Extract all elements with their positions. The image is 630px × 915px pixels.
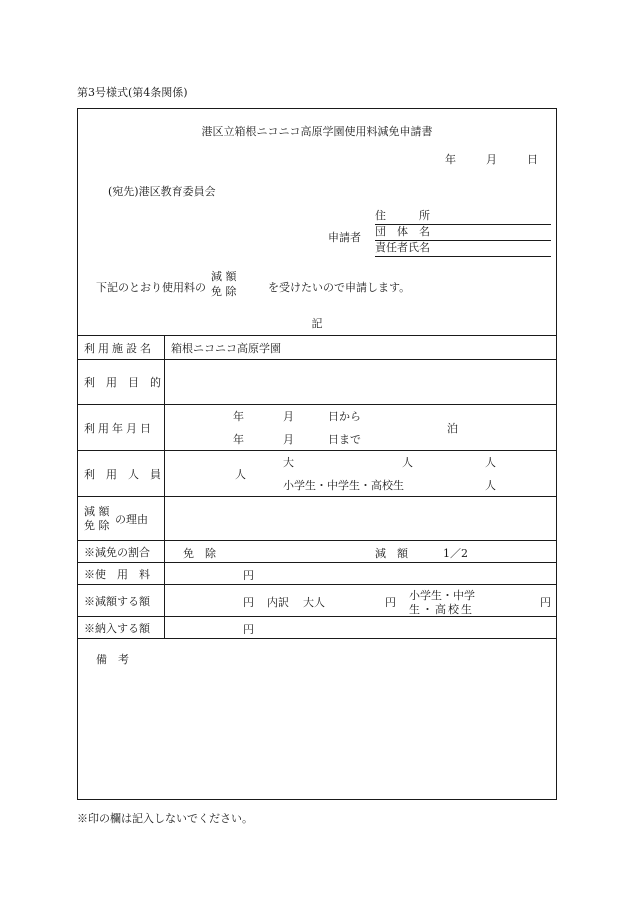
representative-label: 責任者氏名 [375, 241, 430, 254]
group-name-label: 団 体 名 [375, 225, 430, 238]
form-type-label: 第3号様式(第4条関係) [77, 86, 188, 99]
request-suffix: を受けたいので申請します。 [268, 281, 411, 294]
ratio-fraction: 1／2 [443, 547, 468, 560]
ratio-label: ※減免の割合 [78, 541, 165, 563]
address-label: 住 所 [375, 209, 430, 222]
date-month: 月 [486, 153, 497, 166]
row-people [78, 451, 556, 497]
applicant-label: 申請者 [328, 231, 361, 244]
to-year: 年 [233, 433, 244, 446]
period-value[interactable] [165, 405, 557, 451]
adult-label: 大 [283, 456, 294, 469]
payment-label: ※納入する額 [78, 617, 165, 639]
adult-unit-2: 人 [485, 456, 496, 469]
application-form [77, 108, 557, 800]
period-label: 利用年月日 [78, 405, 165, 451]
reduction-students-yen: 円 [540, 596, 551, 609]
footnote: ※印の欄は記入しないでください。 [77, 812, 253, 825]
date-day: 日 [527, 153, 538, 166]
form-title: 港区立箱根ニコニコ高原学園使用料減免申請書 [201, 125, 433, 138]
nights: 泊 [447, 422, 458, 435]
from-month: 月 [283, 410, 294, 423]
reduction-students-line1: 小学生・中学 [409, 589, 475, 602]
reduction-yen: 円 [243, 596, 254, 609]
reduction-breakdown: 内訳 [267, 596, 289, 609]
ratio-reduce: 減 額 [375, 547, 408, 560]
remarks-label: 備 考 [96, 653, 129, 666]
fee-value [165, 563, 557, 585]
ratio-exempt: 免 除 [183, 547, 216, 560]
reduction-students-line2: 生・高校生 [409, 603, 474, 616]
to-month: 月 [283, 433, 294, 446]
reason-value[interactable] [165, 497, 557, 541]
fee-yen: 円 [243, 569, 254, 582]
row-period [78, 405, 556, 451]
facility-value[interactable]: 箱根ニコニコ高原学園 [165, 336, 557, 360]
reduction-adult-yen: 円 [385, 596, 396, 609]
row-purpose [78, 360, 556, 405]
purpose-value[interactable] [165, 360, 557, 405]
request-prefix: 下記のとおり使用料の [96, 281, 206, 294]
to-day: 日まで [328, 433, 361, 446]
ratio-value [165, 541, 557, 563]
addressee: (宛先)港区教育委員会 [108, 185, 216, 198]
people-value[interactable] [165, 451, 557, 497]
option-reduce: 減 額 [211, 270, 237, 283]
reduction-label: ※減額する額 [78, 585, 165, 617]
memo-heading: 記 [311, 317, 323, 330]
from-year: 年 [233, 410, 244, 423]
row-reason [78, 497, 556, 541]
people-label: 利 用 人 員 [78, 451, 165, 497]
reduction-adult: 大人 [303, 596, 325, 609]
details-table [78, 335, 556, 639]
reason-reduce: 減 額 [84, 504, 110, 518]
purpose-label: 利 用 目 的 [78, 360, 165, 405]
from-day: 日から [328, 410, 361, 423]
row-ratio [78, 541, 556, 563]
row-fee [78, 563, 556, 585]
adult-unit: 人 [402, 456, 413, 469]
reason-exempt: 免 除 [84, 518, 110, 532]
date-line [445, 151, 538, 167]
reason-suffix: の理由 [115, 512, 148, 526]
students-label: 小学生・中学生・高校生 [283, 479, 404, 492]
people-total-unit: 人 [235, 468, 246, 481]
representative-field[interactable] [375, 243, 551, 257]
payment-value [165, 617, 557, 639]
facility-label: 利用施設名 [78, 336, 165, 360]
option-exempt: 免 除 [211, 285, 237, 298]
row-facility [78, 336, 556, 360]
row-payment [78, 617, 556, 639]
row-closer [78, 639, 556, 640]
payment-yen: 円 [243, 623, 254, 636]
date-year: 年 [445, 153, 456, 166]
request-options [211, 269, 237, 299]
students-unit: 人 [485, 479, 496, 492]
reason-label [78, 497, 165, 541]
fee-label: ※使 用 料 [78, 563, 165, 585]
row-reduction [78, 585, 556, 617]
reduction-value [165, 585, 557, 617]
